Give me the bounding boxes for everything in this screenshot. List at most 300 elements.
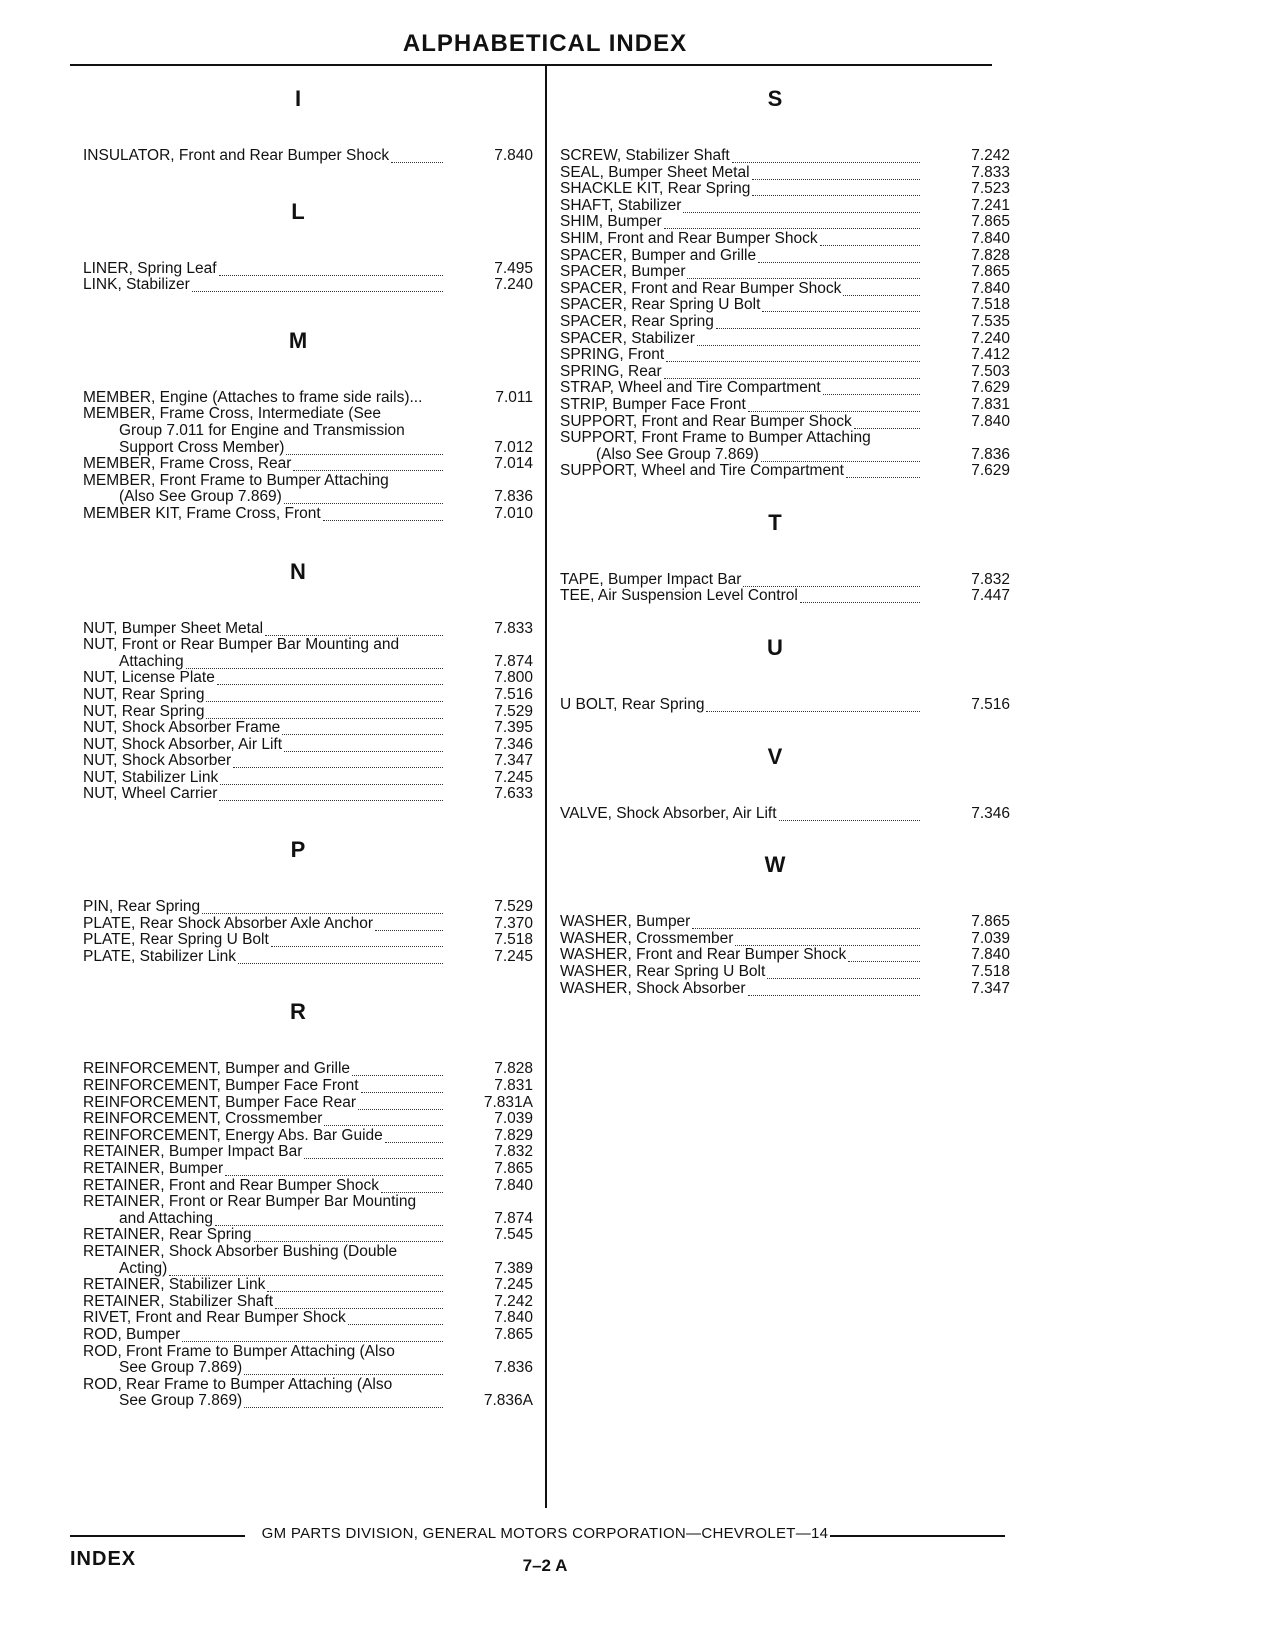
index-entry: [560, 264, 1010, 281]
entry-text: NUT, Wheel Carrier: [83, 785, 218, 803]
entry-text: WASHER, Front and Rear Bumper Shock: [560, 946, 847, 964]
index-entry: [83, 949, 533, 966]
entry-text: VALVE, Shock Absorber, Air Lift: [560, 804, 777, 822]
dot-leader: [391, 148, 443, 163]
entry-page: 7.370: [494, 914, 533, 932]
entry-text: NUT, Bumper Sheet Metal: [83, 619, 264, 637]
index-entry: [83, 1095, 533, 1112]
entry-page: 7.874: [494, 652, 533, 670]
index-entry: [83, 473, 533, 490]
index-entry: [560, 297, 1010, 314]
index-entry: [83, 1344, 533, 1361]
dot-leader: [692, 914, 920, 929]
dot-leader: [217, 670, 443, 685]
entry-page: 7.836: [494, 1359, 533, 1377]
entry-page: 7.629: [971, 462, 1010, 480]
index-section: [560, 635, 1010, 714]
entry-text: RETAINER, Rear Spring: [83, 1226, 252, 1244]
entry-page: 7.832: [971, 570, 1010, 588]
index-entry: [560, 397, 1010, 414]
entry-text: RETAINER, Bumper: [83, 1160, 224, 1177]
entry-page: 7.836A: [483, 1392, 533, 1410]
entry-text: REINFORCEMENT, Bumper and Grille: [83, 1060, 351, 1078]
entry-text: SCREW, Stabilizer Shaft: [560, 147, 730, 164]
entry-text: PIN, Rear Spring: [83, 898, 201, 916]
entry-text: WASHER, Crossmember: [560, 929, 734, 947]
entry-text: RETAINER, Stabilizer Shaft: [83, 1292, 274, 1310]
index-entry: [83, 1111, 533, 1128]
entry-text: NUT, License Plate: [83, 669, 215, 687]
entry-text: RIVET, Front and Rear Bumper Shock: [83, 1309, 346, 1327]
entry-page: 7.545: [494, 1226, 533, 1244]
index-section: [83, 86, 533, 165]
index-entry: [560, 947, 1010, 964]
index-entry: [560, 314, 1010, 331]
entry-page: 7.503: [971, 362, 1010, 380]
entry-text: WASHER, Rear Spring U Bolt: [560, 963, 766, 981]
dot-leader: [238, 949, 443, 964]
index-entry: [83, 1128, 533, 1145]
index-entry: [560, 248, 1010, 265]
index-section: [560, 510, 1010, 605]
index-entry: [560, 914, 1010, 931]
dot-leader: [215, 1211, 443, 1226]
dot-leader: [800, 588, 920, 603]
dot-leader: [233, 753, 443, 768]
entry-page: 7.829: [494, 1126, 533, 1144]
entry-text: See Group 7.869): [119, 1392, 243, 1410]
index-entry: [560, 231, 1010, 248]
index-entry: [83, 1327, 533, 1344]
entry-text: and Attaching: [119, 1209, 213, 1227]
entry-text: RETAINER, Front or Rear Bumper Bar Mounting: [83, 1193, 417, 1211]
dot-leader: [683, 198, 920, 213]
index-entry: [83, 1211, 533, 1228]
entry-page: 7.833: [494, 619, 533, 637]
dot-leader: [752, 181, 920, 196]
entry-page: 7.836: [971, 445, 1010, 463]
entry-text: STRIP, Bumper Face Front: [560, 395, 746, 413]
index-entry: [83, 654, 533, 671]
dot-leader: [706, 697, 920, 712]
dot-leader: [735, 931, 920, 946]
index-entry: [560, 588, 1010, 605]
footer-rule-right: [830, 1535, 1005, 1537]
dot-leader: [732, 148, 920, 163]
section-letter: W: [764, 852, 786, 878]
entry-page: 7.865: [971, 913, 1010, 931]
entry-text: SPACER, Bumper: [560, 263, 686, 281]
entry-page: 7.039: [494, 1110, 533, 1128]
dot-leader: [375, 916, 443, 931]
entry-text: REINFORCEMENT, Energy Abs. Bar Guide: [83, 1126, 383, 1144]
index-entry: [560, 364, 1010, 381]
index-entry: [83, 1393, 533, 1410]
entry-text: SPACER, Rear Spring: [560, 312, 714, 330]
index-entry: [560, 463, 1010, 480]
section-letter: I: [294, 86, 302, 111]
section-letter: M: [288, 327, 308, 353]
entry-page: 7.242: [494, 1292, 533, 1310]
entry-text: SHACKLE KIT, Rear Spring: [560, 180, 751, 198]
index-entry: [560, 697, 1010, 714]
entry-page: 7.800: [494, 669, 533, 687]
dot-leader: [666, 347, 920, 362]
index-entry: [83, 456, 533, 473]
dot-leader: [361, 1078, 443, 1093]
entry-page: 7.245: [494, 1276, 533, 1294]
entry-page: 7.831: [971, 395, 1010, 413]
dot-leader: [182, 1327, 443, 1342]
entry-page: 7.840: [494, 1309, 533, 1327]
entry-page: 7.865: [494, 1160, 533, 1177]
index-entry: [83, 277, 533, 294]
entry-page: 7.836: [494, 488, 533, 506]
right-column: [560, 80, 1010, 1027]
section-letter: U: [767, 635, 783, 661]
entry-page: 7.412: [971, 346, 1010, 364]
entry-text: ROD, Front Frame to Bumper Attaching (Also: [83, 1342, 395, 1360]
entry-page: 7.010: [494, 504, 533, 522]
dot-leader: [743, 572, 920, 587]
index-section: [560, 744, 1010, 823]
dot-leader: [761, 447, 920, 462]
index-section: [83, 199, 533, 294]
index-entry: [83, 687, 533, 704]
entry-text: NUT, Rear Spring: [83, 702, 205, 720]
entry-text: ROD, Rear Frame to Bumper Attaching (Also: [83, 1375, 393, 1393]
index-entry: [560, 281, 1010, 298]
entry-text: SHAFT, Stabilizer: [560, 196, 682, 214]
index-entry: [83, 440, 533, 457]
index-entry: [560, 331, 1010, 348]
section-letter: N: [290, 558, 306, 584]
dot-leader: [219, 786, 443, 801]
entry-text: SUPPORT, Front Frame to Bumper Attaching: [560, 429, 871, 447]
dot-leader: [304, 1144, 443, 1159]
entry-page: 7.828: [494, 1060, 533, 1078]
entry-page: 7.874: [494, 1209, 533, 1227]
entry-text: RETAINER, Front and Rear Bumper Shock: [83, 1176, 380, 1194]
entry-page: 7.245: [494, 768, 533, 786]
entry-text: PLATE, Rear Shock Absorber Axle Anchor: [83, 914, 374, 932]
entry-page: 7.346: [494, 735, 533, 753]
entry-text: MEMBER, Frame Cross, Intermediate (See: [83, 405, 382, 423]
entry-text: SEAL, Bumper Sheet Metal: [560, 163, 750, 181]
entry-text: Group 7.011 for Engine and Transmission: [119, 421, 405, 439]
title-rule: [70, 64, 992, 66]
entry-page: 7.347: [494, 752, 533, 770]
left-column: [83, 80, 533, 1440]
entry-text: PLATE, Stabilizer Link: [83, 947, 237, 965]
entry-text: SPACER, Stabilizer: [560, 329, 695, 347]
dot-leader: [220, 770, 443, 785]
dot-leader: [284, 737, 443, 752]
entry-text: LINK, Stabilizer: [83, 276, 190, 294]
entry-text: WASHER, Shock Absorber: [560, 979, 746, 997]
entry-text: REINFORCEMENT, Crossmember: [83, 1110, 323, 1128]
entry-page: 7.039: [971, 929, 1010, 947]
entry-text: MEMBER, Frame Cross, Rear: [83, 455, 292, 473]
index-entry: [560, 347, 1010, 364]
section-letter: L: [291, 198, 305, 224]
dot-leader: [202, 899, 443, 914]
index-section: [83, 837, 533, 965]
entry-page: 7.865: [971, 263, 1010, 281]
index-entry: [83, 1294, 533, 1311]
entry-text: MEMBER, Front Frame to Bumper Attaching: [83, 471, 389, 489]
dot-leader: [697, 331, 920, 346]
index-entry: [83, 770, 533, 787]
index-entry: [83, 148, 533, 165]
entry-page: 7.840: [494, 1176, 533, 1194]
dot-leader: [324, 1111, 443, 1126]
entry-text: SHIM, Bumper: [560, 213, 662, 231]
index-section: [83, 999, 533, 1409]
entry-page: 7.518: [971, 296, 1010, 314]
index-entry: [560, 447, 1010, 464]
entry-text: REINFORCEMENT, Bumper Face Front: [83, 1077, 359, 1095]
index-entry: [83, 390, 533, 407]
entry-page: 7.832: [494, 1143, 533, 1161]
dot-leader: [664, 364, 920, 379]
index-entry: [83, 1178, 533, 1195]
index-entry: [83, 423, 533, 440]
entry-page: 7.241: [971, 196, 1010, 214]
entry-page: 7.447: [971, 587, 1010, 605]
dot-leader: [846, 463, 920, 478]
entry-text: NUT, Stabilizer Link: [83, 768, 219, 786]
entry-text: RETAINER, Stabilizer Link: [83, 1276, 266, 1294]
entry-text: TAPE, Bumper Impact Bar: [560, 570, 742, 588]
dot-leader: [748, 981, 920, 996]
index-entry: [83, 720, 533, 737]
entry-text: SUPPORT, Wheel and Tire Compartment: [560, 462, 844, 480]
index-entry: [83, 737, 533, 754]
entry-text: WASHER, Bumper: [560, 913, 691, 931]
index-entry: [83, 621, 533, 638]
index-entry: [560, 380, 1010, 397]
dot-leader: [244, 1393, 443, 1408]
dot-leader: [169, 1261, 443, 1276]
entry-text: REINFORCEMENT, Bumper Face Rear: [83, 1093, 357, 1111]
entry-text: MEMBER KIT, Frame Cross, Front: [83, 504, 321, 522]
dot-leader: [265, 621, 443, 636]
column-divider: [545, 66, 547, 1508]
dot-leader: [225, 1161, 443, 1176]
footer-section: INDEX: [70, 1548, 137, 1570]
dot-leader: [823, 380, 920, 395]
dot-leader: [286, 440, 443, 455]
entry-page: 7.011: [495, 388, 533, 406]
entry-text: INSULATOR, Front and Rear Bumper Shock: [83, 147, 390, 164]
index-entry: [560, 198, 1010, 215]
index-entry: [83, 1261, 533, 1278]
entry-page: 7.840: [494, 147, 533, 164]
entry-page: 7.833: [971, 163, 1010, 181]
entry-page: 7.012: [494, 438, 533, 456]
entry-page: 7.240: [494, 276, 533, 294]
entry-page: 7.831: [494, 1077, 533, 1095]
entry-page: 7.633: [494, 785, 533, 803]
index-entry: [560, 981, 1010, 998]
index-entry: [83, 1078, 533, 1095]
entry-text: SPACER, Bumper and Grille: [560, 246, 757, 264]
entry-page: 7.518: [494, 931, 533, 949]
index-entry: [560, 148, 1010, 165]
dot-leader: [664, 214, 920, 229]
entry-page: 7.516: [971, 696, 1010, 714]
index-entry: [83, 932, 533, 949]
entry-text: NUT, Shock Absorber Frame: [83, 719, 281, 737]
index-entry: [560, 964, 1010, 981]
entry-text: SPRING, Rear: [560, 362, 662, 380]
entry-page: 7.346: [971, 804, 1010, 822]
index-entry: [83, 1227, 533, 1244]
entry-page: 7.245: [494, 947, 533, 965]
entry-text: SPRING, Front: [560, 346, 665, 364]
dot-leader: [687, 264, 920, 279]
dot-leader: [284, 489, 443, 504]
index-entry: [560, 430, 1010, 447]
entry-text: U BOLT, Rear Spring: [560, 696, 705, 714]
entry-page: 7.389: [494, 1259, 533, 1277]
index-entry: [83, 1194, 533, 1211]
entry-page: 7.516: [494, 685, 533, 703]
entry-text: RETAINER, Bumper Impact Bar: [83, 1143, 303, 1161]
index-entry: [83, 1377, 533, 1394]
entry-page: 7.395: [494, 719, 533, 737]
index-entry: [83, 670, 533, 687]
dot-leader: [267, 1277, 443, 1292]
index-entry: [83, 1061, 533, 1078]
index-entry: [83, 1244, 533, 1261]
index-entry: [83, 1161, 533, 1178]
dot-leader: [323, 506, 443, 521]
page-title: ALPHABETICAL INDEX: [402, 30, 688, 57]
dot-leader: [192, 277, 443, 292]
dot-leader: [206, 704, 443, 719]
index-section: [560, 86, 1010, 480]
index-entry: [560, 572, 1010, 589]
entry-page: 7.523: [971, 180, 1010, 198]
index-section: [560, 852, 1010, 997]
dot-leader: [848, 947, 920, 962]
dot-leader: [381, 1178, 443, 1193]
dot-leader: [716, 314, 920, 329]
index-entry: [83, 916, 533, 933]
index-section: [83, 559, 533, 804]
dot-leader: [244, 1360, 443, 1375]
entry-page: 7.840: [971, 412, 1010, 430]
dot-leader: [820, 231, 920, 246]
entry-page: 7.529: [494, 702, 533, 720]
section-letter: V: [767, 743, 783, 769]
entry-text: NUT, Shock Absorber, Air Lift: [83, 735, 283, 753]
footer-publisher: GM PARTS DIVISION, GENERAL MOTORS CORPORATION—CHEVROLET—14: [261, 1525, 829, 1542]
index-entry: [83, 261, 533, 278]
footer-page-number: 7–2 A: [522, 1556, 568, 1575]
dot-leader: [348, 1310, 443, 1325]
dot-leader: [762, 297, 920, 312]
dot-leader: [767, 964, 920, 979]
dot-leader: [854, 414, 920, 429]
index-entry: [560, 165, 1010, 182]
section-letter: P: [290, 837, 306, 863]
entry-page: 7.629: [971, 379, 1010, 397]
dot-leader: [293, 456, 443, 471]
dot-leader: [752, 165, 920, 180]
entry-page: 7.529: [494, 898, 533, 916]
entry-page: 7.014: [494, 455, 533, 473]
index-entry: [83, 753, 533, 770]
dot-leader: [275, 1294, 443, 1309]
dot-leader: [748, 397, 920, 412]
entry-text: (Also See Group 7.869): [119, 488, 282, 506]
entry-page: 7.535: [971, 312, 1010, 330]
index-entry: [560, 806, 1010, 823]
entry-text: TEE, Air Suspension Level Control: [560, 587, 798, 605]
entry-text: Acting): [119, 1259, 168, 1277]
entry-text: NUT, Front or Rear Bumper Bar Mounting and: [83, 636, 400, 654]
entry-text: (Also See Group 7.869): [596, 445, 759, 463]
dot-leader: [385, 1128, 443, 1143]
dot-leader: [186, 654, 443, 669]
entry-text: Support Cross Member): [119, 438, 285, 456]
entry-page: 7.840: [971, 946, 1010, 964]
entry-page: 7.840: [971, 229, 1010, 247]
index-entry: [83, 489, 533, 506]
entry-text: MEMBER, Engine (Attaches to frame side rails)...: [83, 388, 423, 406]
index-entry: [83, 1360, 533, 1377]
entry-text: See Group 7.869): [119, 1359, 243, 1377]
dot-leader: [843, 281, 920, 296]
entry-text: ROD, Bumper: [83, 1325, 181, 1343]
dot-leader: [271, 932, 443, 947]
index-section: [83, 328, 533, 523]
dot-leader: [352, 1061, 443, 1076]
entry-text: SPACER, Front and Rear Bumper Shock: [560, 279, 842, 297]
entry-page: 7.840: [971, 279, 1010, 297]
index-entry: [83, 1277, 533, 1294]
section-letter: S: [767, 86, 783, 111]
entry-page: 7.495: [494, 259, 533, 277]
entry-text: SPACER, Rear Spring U Bolt: [560, 296, 761, 314]
index-entry: [83, 406, 533, 423]
section-letter: T: [768, 509, 782, 535]
entry-page: 7.518: [971, 963, 1010, 981]
dot-leader: [282, 720, 443, 735]
entry-text: Attaching: [119, 652, 184, 670]
entry-text: PLATE, Rear Spring U Bolt: [83, 931, 269, 949]
index-entry: [83, 704, 533, 721]
entry-text: LINER, Spring Leaf: [83, 259, 217, 277]
dot-leader: [206, 687, 443, 702]
index-entry: [83, 899, 533, 916]
dot-leader: [358, 1095, 443, 1110]
index-entry: [560, 414, 1010, 431]
entry-text: STRAP, Wheel and Tire Compartment: [560, 379, 821, 397]
entry-page: 7.831A: [483, 1093, 533, 1111]
entry-text: NUT, Shock Absorber: [83, 752, 232, 770]
entry-text: RETAINER, Shock Absorber Bushing (Double: [83, 1242, 398, 1260]
entry-text: NUT, Rear Spring: [83, 685, 205, 703]
index-entry: [83, 786, 533, 803]
footer-rule-left: [70, 1535, 245, 1537]
entry-page: 7.347: [971, 979, 1010, 997]
dot-leader: [219, 261, 443, 276]
index-entry: [83, 1144, 533, 1161]
